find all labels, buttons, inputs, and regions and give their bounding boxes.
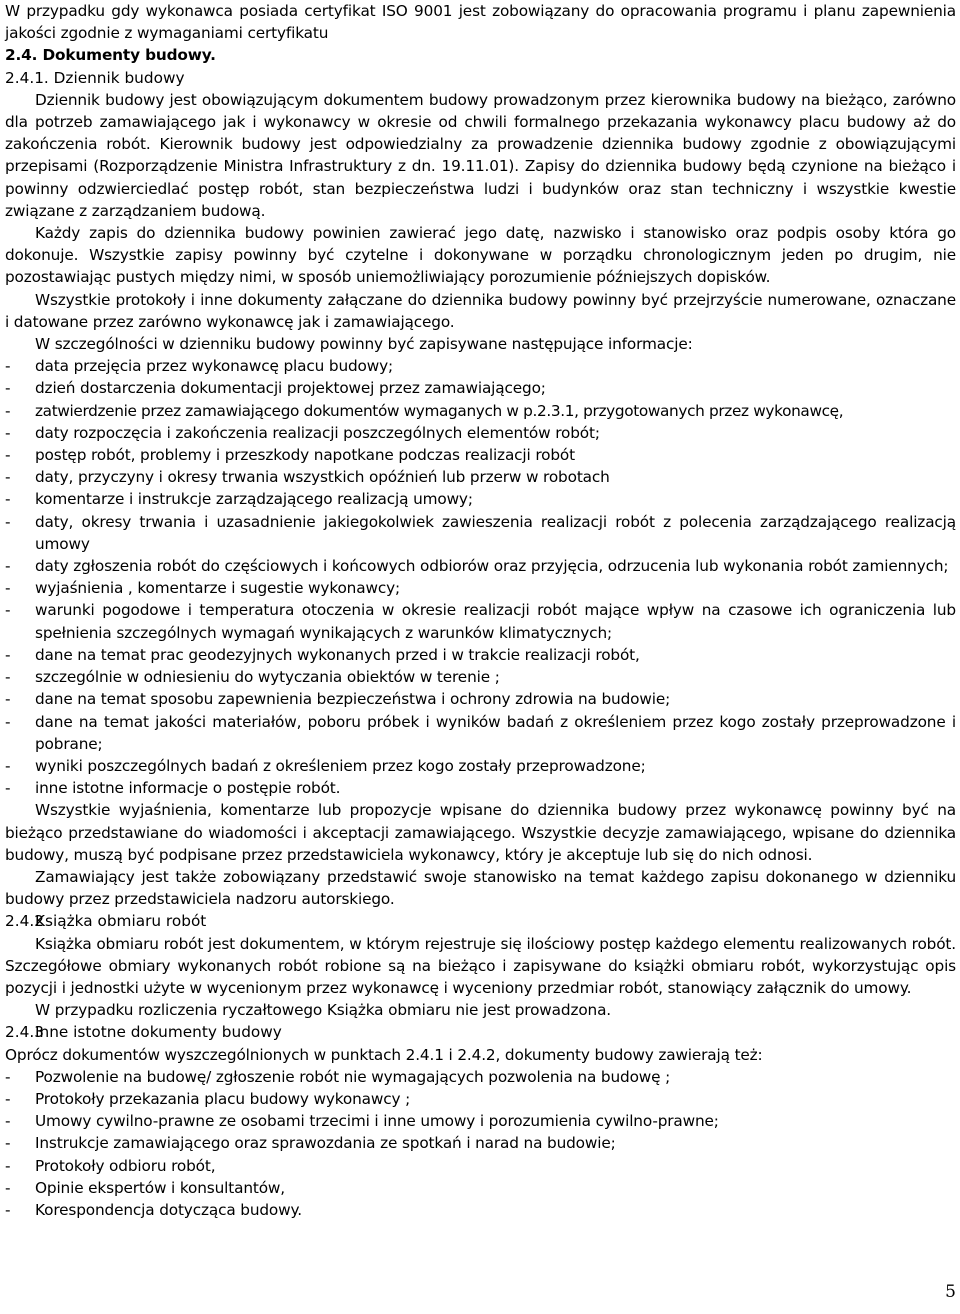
list-item xyxy=(5,666,956,688)
list-item xyxy=(5,1199,956,1221)
list-item-text: zatwierdzenie przez zamawiającego dokumentów wymaganych w p.2.3.1, przygotowanych przez wykonawcę, xyxy=(35,401,844,420)
list-dash: - xyxy=(5,756,11,775)
subsection-title: Książka obmiaru robót xyxy=(35,912,207,931)
list-item xyxy=(5,555,956,577)
list-item xyxy=(5,444,956,466)
list-item-text: komentarze i instrukcje zarządzającego realizacją umowy; xyxy=(35,490,473,509)
list-dash: - xyxy=(5,668,11,687)
list-dash: - xyxy=(5,1156,11,1175)
list-dash: - xyxy=(5,446,11,465)
list-dash: - xyxy=(5,1178,11,1197)
list-item xyxy=(5,1132,956,1154)
list-item-text: szczególnie w odniesieniu do wytyczania obiektów w terenie ; xyxy=(35,668,500,687)
list-item xyxy=(5,711,956,755)
document-page xyxy=(5,0,956,1221)
diary-entries-list xyxy=(5,355,956,799)
list-item xyxy=(5,466,956,488)
diary-paragraph-1: Dziennik budowy jest obowiązującym dokumentem budowy prowadzonym przez kierownika budowy na bieżąco, zarówno dla potrzeb zamawiającego jak i wykonawcy w okresie od chwili formalnego przekazania wykonawcy placu budowy aż do zakończenia robót. Kierownik budowy jest odpowiedzialny za prowadzenie dziennika budowy zgodnie z obowiązującymi przepisami (Rozporządzenie Ministra Infrastruktury z dn. 19.11.01). Zapisy do dziennika budowy będą czynione na bieżąco i powinny odzwierciedlać postęp robót, stan bezpieczeństwa ludzi i budynków oraz stan techniczny i wszystkie kwestie związane z zarządzaniem budową. xyxy=(5,90,956,220)
list-item xyxy=(5,1177,956,1199)
other-documents-list xyxy=(5,1066,956,1221)
list-item xyxy=(5,1110,956,1132)
list-item xyxy=(5,511,956,555)
diary-paragraph-4: W szczególności w dzienniku budowy powinny być zapisywane następujące informacje: xyxy=(35,335,693,354)
other-documents-lead: Oprócz dokumentów wyszczególnionych w punktach 2.4.1 i 2.4.2, dokumenty budowy zawierają też: xyxy=(5,1045,763,1064)
list-dash: - xyxy=(5,712,11,731)
list-item-text: wyniki poszczególnych badań z określeniem przez kogo zostały przeprowadzone; xyxy=(35,756,646,775)
list-item-text: Umowy cywilno-prawne ze osobami trzecimi i inne umowy i porozumienia cywilno-prawne; xyxy=(35,1112,719,1131)
measurement-book-paragraph-1: Książka obmiaru robót jest dokumentem, w którym rejestruje się ilościowy postęp każdego elementu realizowanych robót. Szczegółowe obmiary wykonanych robót robione są na bieżąco i zapisywane do książki obmiaru robót, wykorzystując opis pozycji i jednostki użyte w wycenionym przez wykonawcę i wyceniony przedmiar robót, stanowiący załącznik do umowy. xyxy=(5,934,956,997)
subsection-heading-2-4-2 xyxy=(5,910,956,932)
list-item xyxy=(5,599,956,643)
list-item-text: warunki pogodowe i temperatura otoczenia w okresie realizacji robót mające wpływ na czasowe ich ograniczenia lub spełnienia szczególnych wymagań wynikających z warunków klimatycznych; xyxy=(35,601,956,642)
list-item xyxy=(5,688,956,710)
list-item xyxy=(5,755,956,777)
list-item-text: dane na temat prac geodezyjnych wykonanych przed i w trakcie realizacji robót, xyxy=(35,645,640,664)
list-dash: - xyxy=(5,423,11,442)
diary-paragraph-5: Wszystkie wyjaśnienia, komentarze lub propozycje wpisane do dziennika budowy przez wykonawcę powinny być na bieżąco przedstawiane do wiadomości i akceptacji zamawiającego. Wszystkie decyzje zamawiającego, wpisane do dziennika budowy, muszą być podpisane przez przedstawiciela wykonawcy, który je akceptuje lub się do nich odnosi. xyxy=(5,801,956,864)
list-dash: - xyxy=(5,557,11,576)
subsection-number: 2.4.3 xyxy=(5,1023,44,1042)
list-dash: - xyxy=(5,401,11,420)
list-item xyxy=(5,400,956,422)
list-item xyxy=(5,577,956,599)
list-item xyxy=(5,777,956,799)
list-dash: - xyxy=(5,512,11,531)
list-dash: - xyxy=(5,357,11,376)
list-dash: - xyxy=(5,379,11,398)
list-item-text: dane na temat jakości materiałów, poboru próbek i wyników badań z określeniem przez kogo zostały przeprowadzone i pobrane; xyxy=(35,712,956,753)
list-dash: - xyxy=(5,579,11,598)
list-item xyxy=(5,1088,956,1110)
list-dash: - xyxy=(5,1200,11,1219)
list-item-text: dane na temat sposobu zapewnienia bezpieczeństwa i ochrony zdrowia na budowie; xyxy=(35,690,671,709)
diary-paragraph-6: Zamawiający jest także zobowiązany przedstawić swoje stanowisko na temat każdego zapisu dokonanego w dzienniku budowy przez przedstawiciela nadzoru autorskiego. xyxy=(5,867,956,909)
list-item xyxy=(5,355,956,377)
list-dash: - xyxy=(5,1134,11,1153)
list-item-text: daty rozpoczęcia i zakończenia realizacji poszczególnych elementów robót; xyxy=(35,423,600,442)
list-dash: - xyxy=(5,779,11,798)
diary-paragraph-2: Każdy zapis do dziennika budowy powinien zawierać jego datę, nazwisko i stanowisko oraz podpis osoby która go dokonuje. Wszystkie zapisy powinny być czytelne i dokonywane w porządku chronologicznym jeden po drugim, nie pozostawiając pustych między nimi, w sposób uniemożliwiający porozumienie późniejszych dopisków. xyxy=(5,224,956,287)
page-number: 5 xyxy=(945,1282,956,1302)
list-item xyxy=(5,1155,956,1177)
list-dash: - xyxy=(5,490,11,509)
list-item-text: data przejęcia przez wykonawcę placu budowy; xyxy=(35,357,394,376)
section-heading: 2.4. Dokumenty budowy. xyxy=(5,46,216,65)
list-item xyxy=(5,488,956,510)
list-item-text: wyjaśnienia , komentarze i sugestie wykonawcy; xyxy=(35,579,400,598)
list-item-text: daty, przyczyny i okresy trwania wszystkich opóźnień lub przerw w robotach xyxy=(35,468,610,487)
list-item-text: Korespondencja dotycząca budowy. xyxy=(35,1200,302,1219)
diary-paragraph-3: Wszystkie protokoły i inne dokumenty załączane do dziennika budowy powinny być przejrzyście numerowane, oznaczane i datowane przez zarówno wykonawcę jak i zamawiającego. xyxy=(5,290,956,331)
list-item xyxy=(5,644,956,666)
intro-paragraph: W przypadku gdy wykonawca posiada certyfikat ISO 9001 jest zobowiązany do opracowania programu i planu zapewnienia jakości zgodnie z wymaganiami certyfikatu xyxy=(5,2,956,43)
list-item-text: postęp robót, problemy i przeszkody napotkane podczas realizacji robót xyxy=(35,446,575,465)
list-dash: - xyxy=(5,601,11,620)
list-dash: - xyxy=(5,1067,11,1086)
measurement-book-paragraph-2: W przypadku rozliczenia ryczałtowego Książka obmiaru nie jest prowadzona. xyxy=(35,1001,612,1020)
list-item-text: daty zgłoszenia robót do częściowych i końcowych odbiorów oraz przyjęcia, odrzucenia lub wykonania robót zamiennych; xyxy=(35,557,949,576)
list-item-text: Protokoły przekazania placu budowy wykonawcy ; xyxy=(35,1089,411,1108)
list-item-text: Pozwolenie na budowę/ zgłoszenie robót nie wymagających pozwolenia na budowę ; xyxy=(35,1067,671,1086)
list-item xyxy=(5,422,956,444)
list-dash: - xyxy=(5,1089,11,1108)
list-dash: - xyxy=(5,1112,11,1131)
list-item xyxy=(5,377,956,399)
list-dash: - xyxy=(5,645,11,664)
subsection-heading-2-4-3 xyxy=(5,1021,956,1043)
list-item-text: daty, okresy trwania i uzasadnienie jakiegokolwiek zawieszenia realizacji robót z polecenia zarządzającego realizacją umowy xyxy=(35,512,956,553)
subsection-number: 2.4.2 xyxy=(5,912,44,931)
list-item-text: Opinie ekspertów i konsultantów, xyxy=(35,1178,285,1197)
subsection-title: Inne istotne dokumenty budowy xyxy=(35,1023,282,1042)
list-item-text: inne istotne informacje o postępie robót. xyxy=(35,779,341,798)
list-item-text: Instrukcje zamawiającego oraz sprawozdania ze spotkań i narad na budowie; xyxy=(35,1134,616,1153)
list-dash: - xyxy=(5,468,11,487)
list-dash: - xyxy=(5,690,11,709)
subsection-heading-2-4-1: 2.4.1. Dziennik budowy xyxy=(5,68,185,87)
list-item-text: dzień dostarczenia dokumentacji projektowej przez zamawiającego; xyxy=(35,379,546,398)
list-item xyxy=(5,1066,956,1088)
list-item-text: Protokoły odbioru robót, xyxy=(35,1156,216,1175)
